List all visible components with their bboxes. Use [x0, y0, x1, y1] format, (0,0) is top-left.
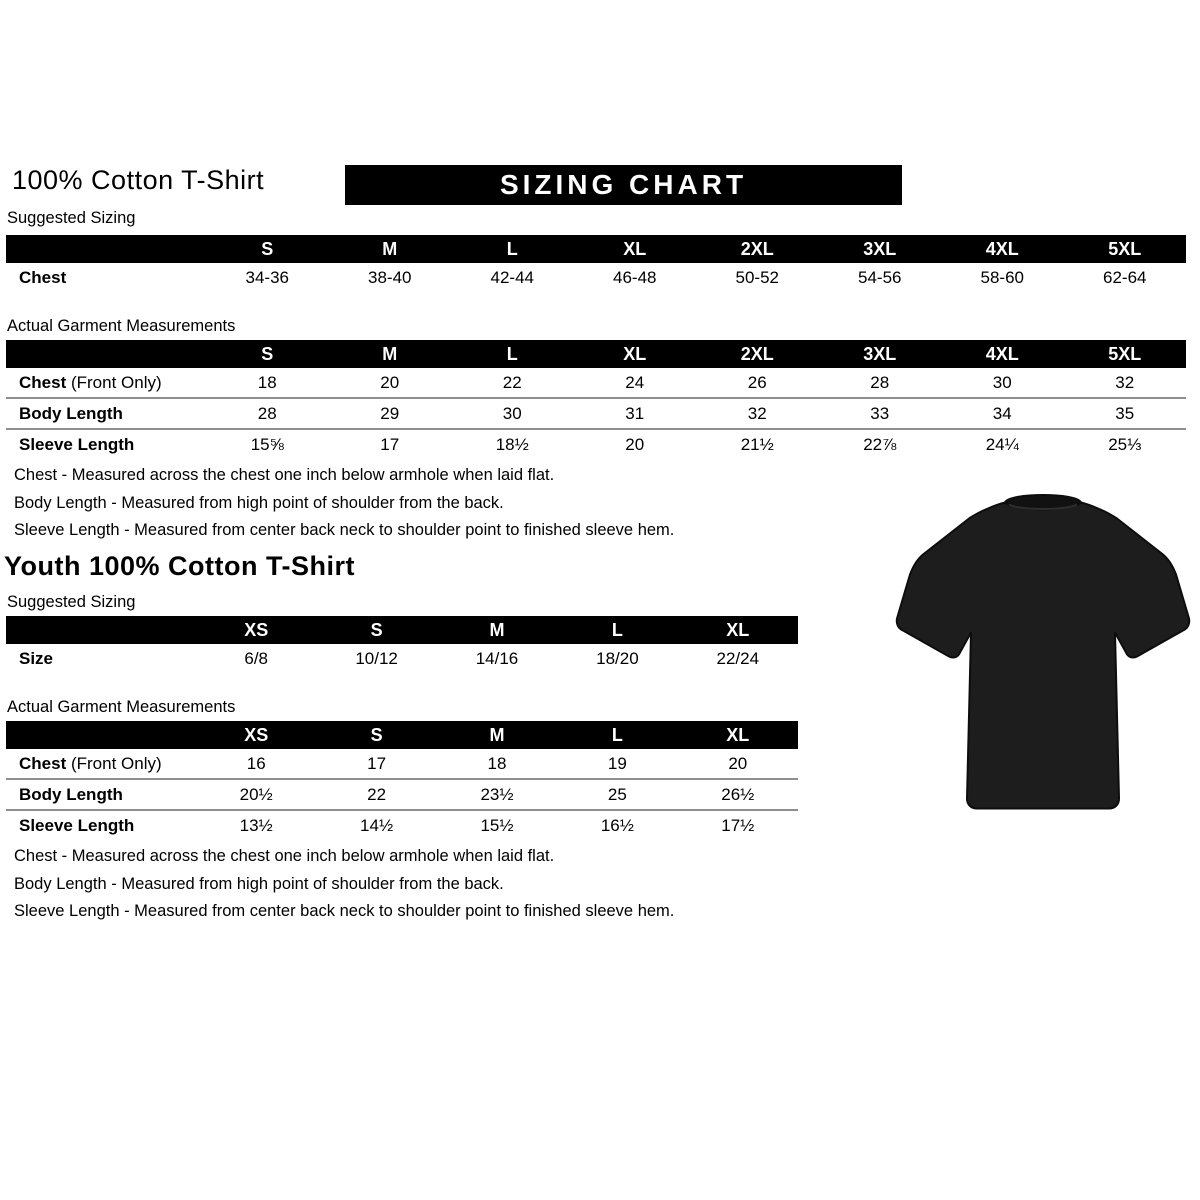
size-column-header: M [382, 343, 398, 364]
size-column-header: M [489, 724, 505, 745]
row-label: Body Length [19, 403, 123, 423]
measurement-cell: 23½ [480, 784, 514, 804]
measurement-cell: 31 [625, 403, 645, 423]
table-header-row [6, 616, 798, 644]
measurement-cell: 16½ [600, 815, 634, 835]
size-column-header: 3XL [863, 343, 897, 364]
size-column-header: XL [623, 343, 647, 364]
measurement-cell: 18 [257, 372, 277, 392]
row-label: Chest (Front Only) [19, 753, 162, 773]
measurement-note: Sleeve Length - Measured from center back neck to shoulder point to finished sleeve hem. [14, 521, 675, 539]
row-label: Chest [19, 267, 67, 287]
measurement-cell: 20 [380, 372, 400, 392]
size-column-header: 2XL [740, 343, 774, 364]
measurement-cell: 16 [246, 753, 266, 773]
measurement-cell: 18 [487, 753, 507, 773]
measurement-cell: 24 [625, 372, 645, 392]
measurement-cell: 17½ [721, 815, 755, 835]
size-column-header: S [370, 619, 383, 640]
measurement-cell: 21½ [740, 434, 774, 454]
row-label: Sleeve Length [19, 815, 135, 835]
measurement-cell: 29 [380, 403, 400, 423]
size-column-header: XS [244, 619, 269, 640]
size-column-header: XS [244, 724, 269, 745]
youth-actual-label: Actual Garment Measurements [7, 698, 236, 716]
header-spacer [6, 340, 206, 368]
size-column-header: XL [623, 238, 647, 259]
measurement-cell: 19 [607, 753, 627, 773]
row-label: Sleeve Length [19, 434, 135, 454]
size-column-header: S [261, 238, 274, 259]
measurement-cell: 28 [257, 403, 277, 423]
size-column-header: L [506, 343, 518, 364]
measurement-cell: 50-52 [735, 267, 779, 287]
measurement-note: Body Length - Measured from high point of shoulder from the back. [14, 493, 504, 512]
sizing-chart-banner: SIZING CHART [345, 165, 902, 205]
measurement-cell: 14/16 [475, 648, 519, 668]
measurement-cell: 18/20 [596, 648, 639, 668]
size-column-header: L [611, 724, 623, 745]
adult-actual-label: Actual Garment Measurements [7, 317, 236, 335]
measurement-cell: 33 [870, 403, 890, 423]
measurement-cell: 38-40 [368, 267, 412, 287]
table-row [6, 263, 1186, 292]
measurement-cell: 26½ [721, 784, 755, 804]
size-column-header: S [261, 343, 274, 364]
youth-actual-table [6, 721, 798, 840]
measurement-cell: 32 [747, 403, 767, 423]
measurement-cell: 15½ [480, 815, 514, 835]
adult-suggested-table [6, 235, 1186, 292]
tshirt-body [897, 503, 1190, 809]
measurement-note: Chest - Measured across the chest one inch below armhole when laid flat. [14, 466, 555, 484]
measurement-cell: 22⅞ [863, 434, 897, 454]
size-column-header: L [506, 238, 518, 259]
size-column-header: XL [726, 619, 750, 640]
table-row [6, 397, 1186, 428]
measurement-cell: 25⅓ [1108, 434, 1142, 454]
youth-measurement-notes [14, 843, 674, 926]
measurement-cell: 30 [502, 403, 522, 423]
measurement-cell: 13½ [239, 815, 273, 835]
measurement-cell: 22 [502, 372, 522, 392]
measurement-cell: 34 [992, 403, 1012, 423]
measurement-note: Sleeve Length - Measured from center back neck to shoulder point to finished sleeve hem. [14, 902, 675, 920]
measurement-cell: 24¼ [985, 434, 1019, 454]
measurement-cell: 34-36 [245, 267, 289, 287]
youth-suggested-table [6, 616, 798, 673]
size-column-header: 2XL [740, 238, 774, 259]
measurement-cell: 42-44 [490, 267, 534, 287]
size-column-header: 4XL [985, 238, 1019, 259]
table-row [6, 778, 798, 809]
measurement-cell: 17 [380, 434, 400, 454]
size-column-header: M [489, 619, 505, 640]
header-spacer [6, 721, 196, 749]
size-column-header: L [611, 619, 623, 640]
measurement-cell: 20½ [239, 784, 273, 804]
adult-actual-table [6, 340, 1186, 459]
measurement-cell: 58-60 [980, 267, 1024, 287]
header-spacer [6, 616, 196, 644]
table-row [6, 809, 798, 840]
measurement-cell: 15⅝ [250, 434, 284, 454]
measurement-cell: 26 [747, 372, 767, 392]
measurement-cell: 20 [728, 753, 748, 773]
table-header-row [6, 340, 1186, 368]
measurement-cell: 17 [367, 753, 387, 773]
measurement-cell: 22 [367, 784, 387, 804]
size-column-header: XL [726, 724, 750, 745]
row-label: Body Length [19, 784, 123, 804]
table-row [6, 644, 798, 673]
adult-title: 100% Cotton T-Shirt [12, 165, 265, 195]
measurement-note: Body Length - Measured from high point of shoulder from the back. [14, 874, 504, 893]
table-row [6, 428, 1186, 459]
measurement-cell: 20 [625, 434, 645, 454]
measurement-cell: 10/12 [355, 648, 398, 668]
table-row [6, 368, 1186, 397]
black-tshirt-image [893, 478, 1193, 823]
measurement-cell: 54-56 [858, 267, 902, 287]
measurement-cell: 14½ [360, 815, 394, 835]
adult-measurement-notes [14, 462, 674, 545]
measurement-cell: 46-48 [613, 267, 657, 287]
table-row [6, 749, 798, 778]
youth-suggested-label: Suggested Sizing [7, 593, 136, 611]
size-column-header: 3XL [863, 238, 897, 259]
measurement-cell: 30 [992, 372, 1012, 392]
youth-title: Youth 100% Cotton T-Shirt [4, 551, 355, 581]
size-column-header: M [382, 238, 398, 259]
measurement-cell: 35 [1115, 403, 1135, 423]
size-column-header: 5XL [1108, 343, 1142, 364]
size-column-header: 4XL [985, 343, 1019, 364]
measurement-cell: 22/24 [716, 648, 760, 668]
measurement-cell: 32 [1115, 372, 1135, 392]
measurement-cell: 18½ [495, 434, 529, 454]
size-column-header: S [370, 724, 383, 745]
row-label: Size [19, 648, 54, 668]
measurement-cell: 28 [870, 372, 890, 392]
measurement-cell: 25 [607, 784, 627, 804]
size-column-header: 5XL [1108, 238, 1142, 259]
measurement-note: Chest - Measured across the chest one inch below armhole when laid flat. [14, 847, 555, 865]
adult-suggested-label: Suggested Sizing [7, 209, 136, 227]
table-header-row [6, 721, 798, 749]
measurement-cell: 6/8 [244, 648, 269, 668]
measurement-cell: 62-64 [1103, 267, 1147, 287]
table-header-row [6, 235, 1186, 263]
header-spacer [6, 235, 206, 263]
black-tshirt-graphic [893, 478, 1193, 823]
row-label: Chest (Front Only) [19, 372, 162, 392]
